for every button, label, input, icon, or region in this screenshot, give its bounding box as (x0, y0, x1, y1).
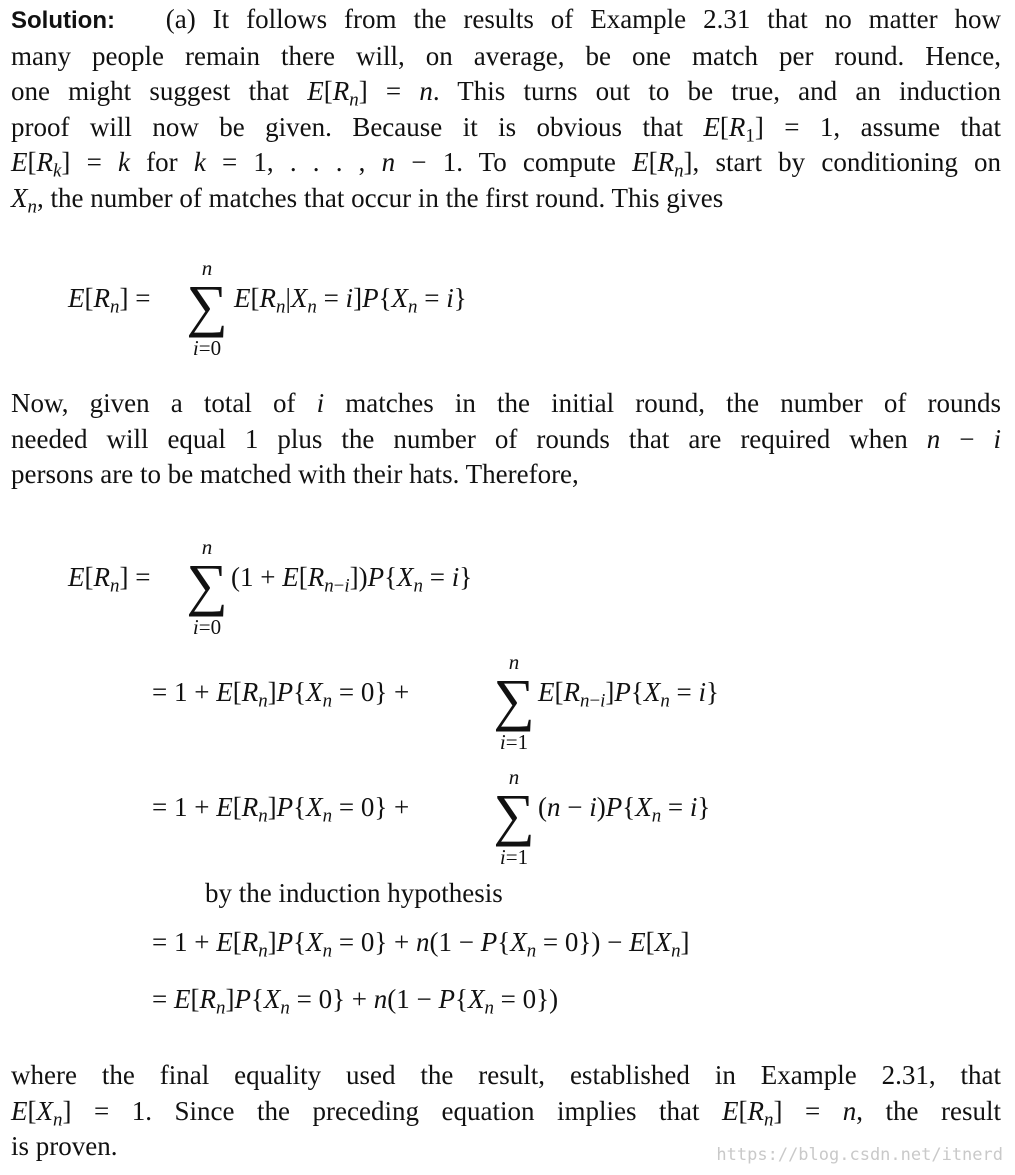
line: persons are to be matched with their hats. Therefore, (11, 459, 579, 489)
equation-line-2: = $1 + E[R_n]P\{X_n = 0\}$ + n ∑ i=1 $E[R_{n-i}]P\{X_n = i\}$ (152, 650, 719, 754)
text: It follows from the results of Example 2.31 that no matter how (212, 4, 1002, 34)
equation-line-3: = $1 + E[R_n]P\{X_n = 0\}$ + n ∑ i=1 $(n - i)P\{X_n = i\}$ (152, 765, 711, 869)
equation-expectation-sum: $E[R_n]$ = n ∑ i=0 $E[R_n|X_n = i]P\{X_n = i\}$ (68, 256, 467, 360)
line: many people remain there will, on average, be one match per round. Hence, (11, 40, 1001, 71)
paragraph-intro (11, 2, 1001, 216)
paragraph-rounds (11, 386, 1001, 493)
induction-note: by the induction hypothesis (205, 878, 503, 908)
line (11, 2, 1001, 39)
line: $E[R_k] = k$ for k = 1, . . . , n − 1. To compute $E[R_n]$, start by conditioning on (11, 147, 1002, 182)
line: is proven. (11, 1131, 118, 1161)
line: $E[X_n] = 1$. Since the preceding equation implies that $E[R_n] = n$, the result (11, 1095, 1001, 1130)
solution-label: Solution: (11, 7, 115, 34)
equation-line-1: $E[R_n]$ = n ∑ i=0 $(1 + E[R_{n-i}])P\{X_n = i\}$ (68, 535, 473, 639)
line: needed will equal 1 plus the number of rounds that are required when n − i (11, 423, 1002, 454)
text: , the number of matches that occur in the first round. This gives (36, 182, 724, 213)
line: Now, given a total of i matches in the initial round, the number of rounds (11, 388, 1001, 418)
line: proof will now be given. Because it is obvious that $E[R_1] = 1$, assume that (11, 111, 1001, 146)
line: one might suggest that $E[R_n] = n$. This turns out to be true, and an induction (11, 76, 1002, 111)
equation-line-5: = $E[R_n]P\{X_n = 0\} + n(1 - P\{X_n = 0\})$ (152, 984, 559, 1019)
line: $X_n$, the number of matches that occur in the first round. This gives (11, 182, 724, 217)
equation-line-4: = $1 + E[R_n]P\{X_n = 0\} + n(1 - P\{X_n = 0\}) - E[X_n]$ (152, 927, 690, 962)
watermark-url: https://blog.csdn.net/itnerd (716, 1145, 1003, 1165)
line: where the final equality used the result, established in Example 2.31, that (11, 1060, 1001, 1090)
part-label: (a) (165, 4, 196, 34)
